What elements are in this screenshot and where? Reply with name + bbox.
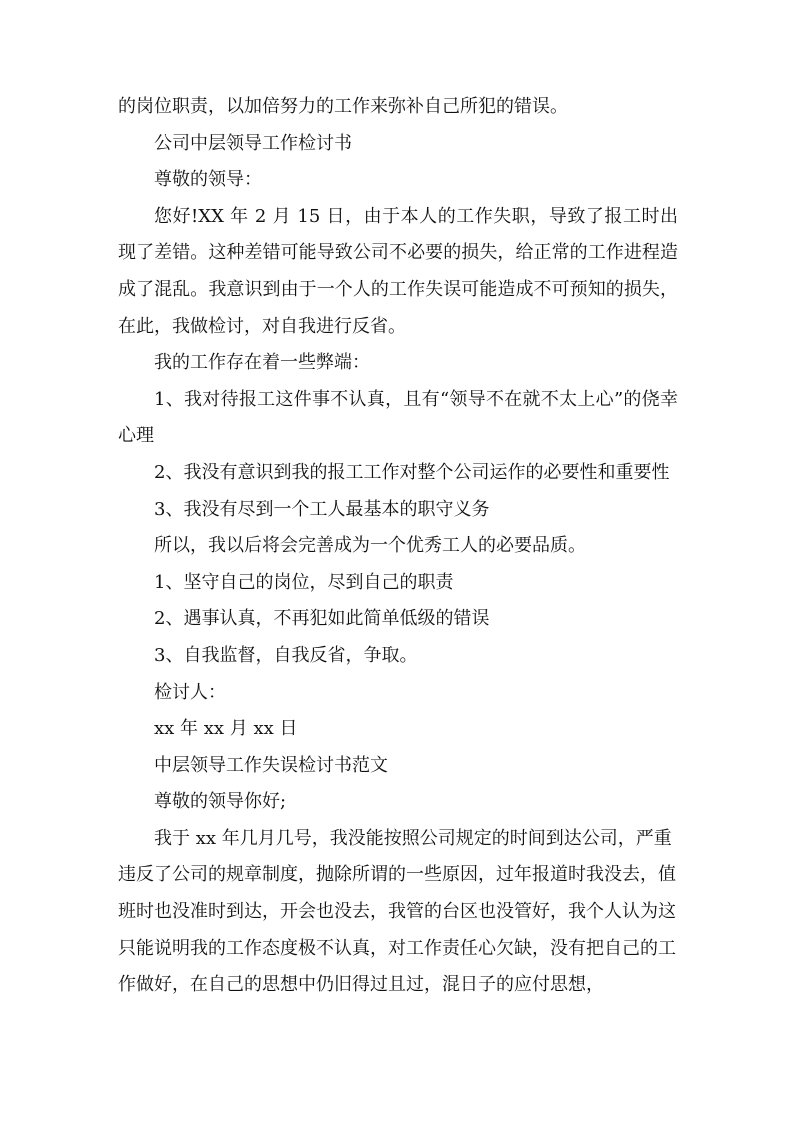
list-item-problem-3: 3、我没有尽到一个工人最基本的职守义务 [154,498,490,520]
paragraph-greeting-body: 您好!XX 年 2 月 15 日，由于本人的工作失职，导致了报工时出现了差错。这种差错可能导致公司不必要的损失，给正常的工作进程造成了混乱。我意识到由于一个人的工作失误可能造成不可预知的损失，在此，我做检讨，对自我进行反省。 [118,205,678,337]
date-line: xx 年 xx 月 xx 日 [154,718,298,740]
paragraph-second-body: 我于 xx 年几月几号，我没能按照公司规定的时间到达公司，严重违反了公司的规章制度，抛除所谓的一些原因，过年报道时我没去，值班时也没准时到达，开会也没去，我管的台区也没管好，我个人认为这只能说明我的工作态度极不认真，对工作责任心欠缺，没有把自己的工作做好，在自己的思想中仍旧得过且过，混日子的应付思想， [118,827,676,996]
section-title-company-review: 公司中层领导工作检讨书 [154,132,352,154]
list-item-problem-2: 2、我没有意识到我的报工工作对整个公司运作的必要性和重要性 [154,461,670,483]
document-body [118,89,678,1004]
list-item-improvement-3: 3、自我监督，自我反省，争取。 [154,644,418,666]
list-item-problem-1: 1、我对待报工这件事不认真，且有“领导不在就不太上心”的侥幸心理 [118,388,678,447]
section-title-sample: 中层领导工作失误检讨书范文 [154,754,388,776]
list-item-improvement-1: 1、坚守自己的岗位，尽到自己的职责 [154,571,454,593]
signature-label: 检讨人： [154,681,226,703]
salutation: 尊敬的领导： [154,169,262,191]
list-item-improvement-2: 2、遇事认真，不再犯如此简单低级的错误 [154,608,490,630]
paragraph-continuation: 的岗位职责，以加倍努力的工作来弥补自己所犯的错误。 [118,96,568,117]
salutation-second: 尊敬的领导你好; [154,791,287,813]
paragraph-improvement-intro: 所以，我以后将会完善成为一个优秀工人的必要品质。 [154,535,586,557]
paragraph-problems-intro: 我的工作存在着一些弊端： [154,352,370,374]
